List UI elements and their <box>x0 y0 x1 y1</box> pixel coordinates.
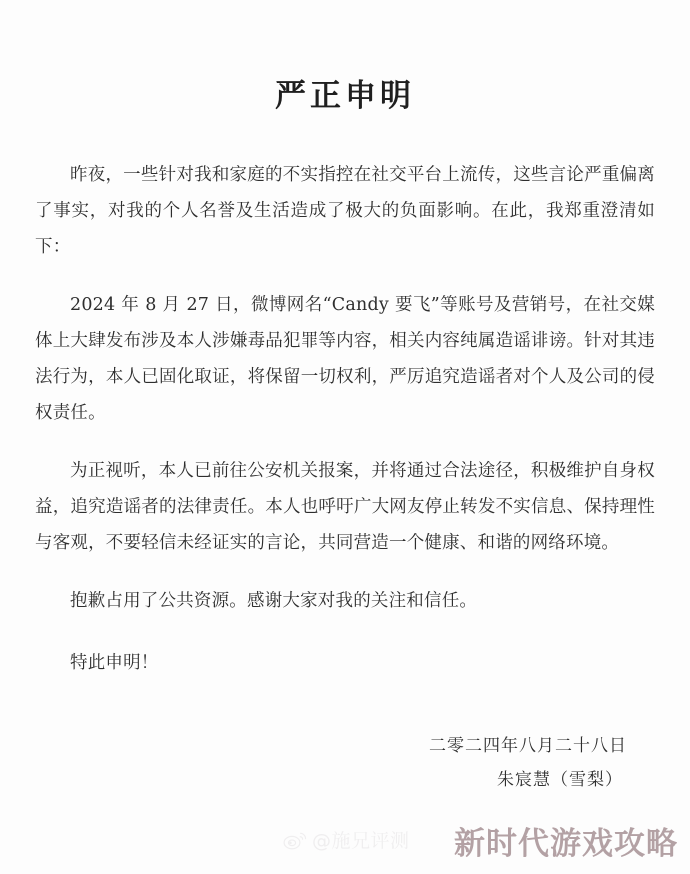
page-title: 严正申明 <box>275 78 415 114</box>
document-body <box>35 157 655 681</box>
watermark-row <box>0 812 690 866</box>
closing-line: 特此申明！ <box>70 653 159 674</box>
signature-date: 二零二四年八月二十八日 <box>429 736 627 757</box>
weibo-watermark <box>283 826 410 853</box>
paragraph-4: 抱歉占用了公共资源。感谢大家对我的关注和信任。 <box>70 591 478 612</box>
weibo-handle-text: @施兄评测 <box>312 830 410 852</box>
paragraph-1: 昨夜，一些针对我和家庭的不实指控在社交平台上流传，这些言论严重偏离了事实，对我的个人名誉及生活造成了极大的负面影响。在此，我郑重澄清如下： <box>35 165 655 258</box>
signature-block <box>35 729 655 797</box>
signature-name: 朱宸慧（雪梨） <box>497 770 623 791</box>
brand-watermark: 新时代游戏攻略 <box>454 826 678 862</box>
weibo-logo-icon <box>283 829 307 851</box>
paragraph-3: 为正视听，本人已前往公安机关报案，并将通过合法途径，积极维护自身权益，追究造谣者的法律责任。本人也呼吁广大网友停止转发不实信息、保持理性与客观，不要轻信未经证实的言论，共同营造一个健康、和谐的网络环境。 <box>35 461 655 554</box>
paragraph-2: 2024 年 8 月 27 日，微博网名“Candy 要飞”等账号及营销号，在社交媒体上大肆发布涉及本人涉嫌毒品犯罪等内容，相关内容纯属造谣诽谤。针对其违法行为，本人已固化取证，将保留一切权利，严厉追究造谣者对个人及公司的侵权责任。 <box>35 295 655 424</box>
